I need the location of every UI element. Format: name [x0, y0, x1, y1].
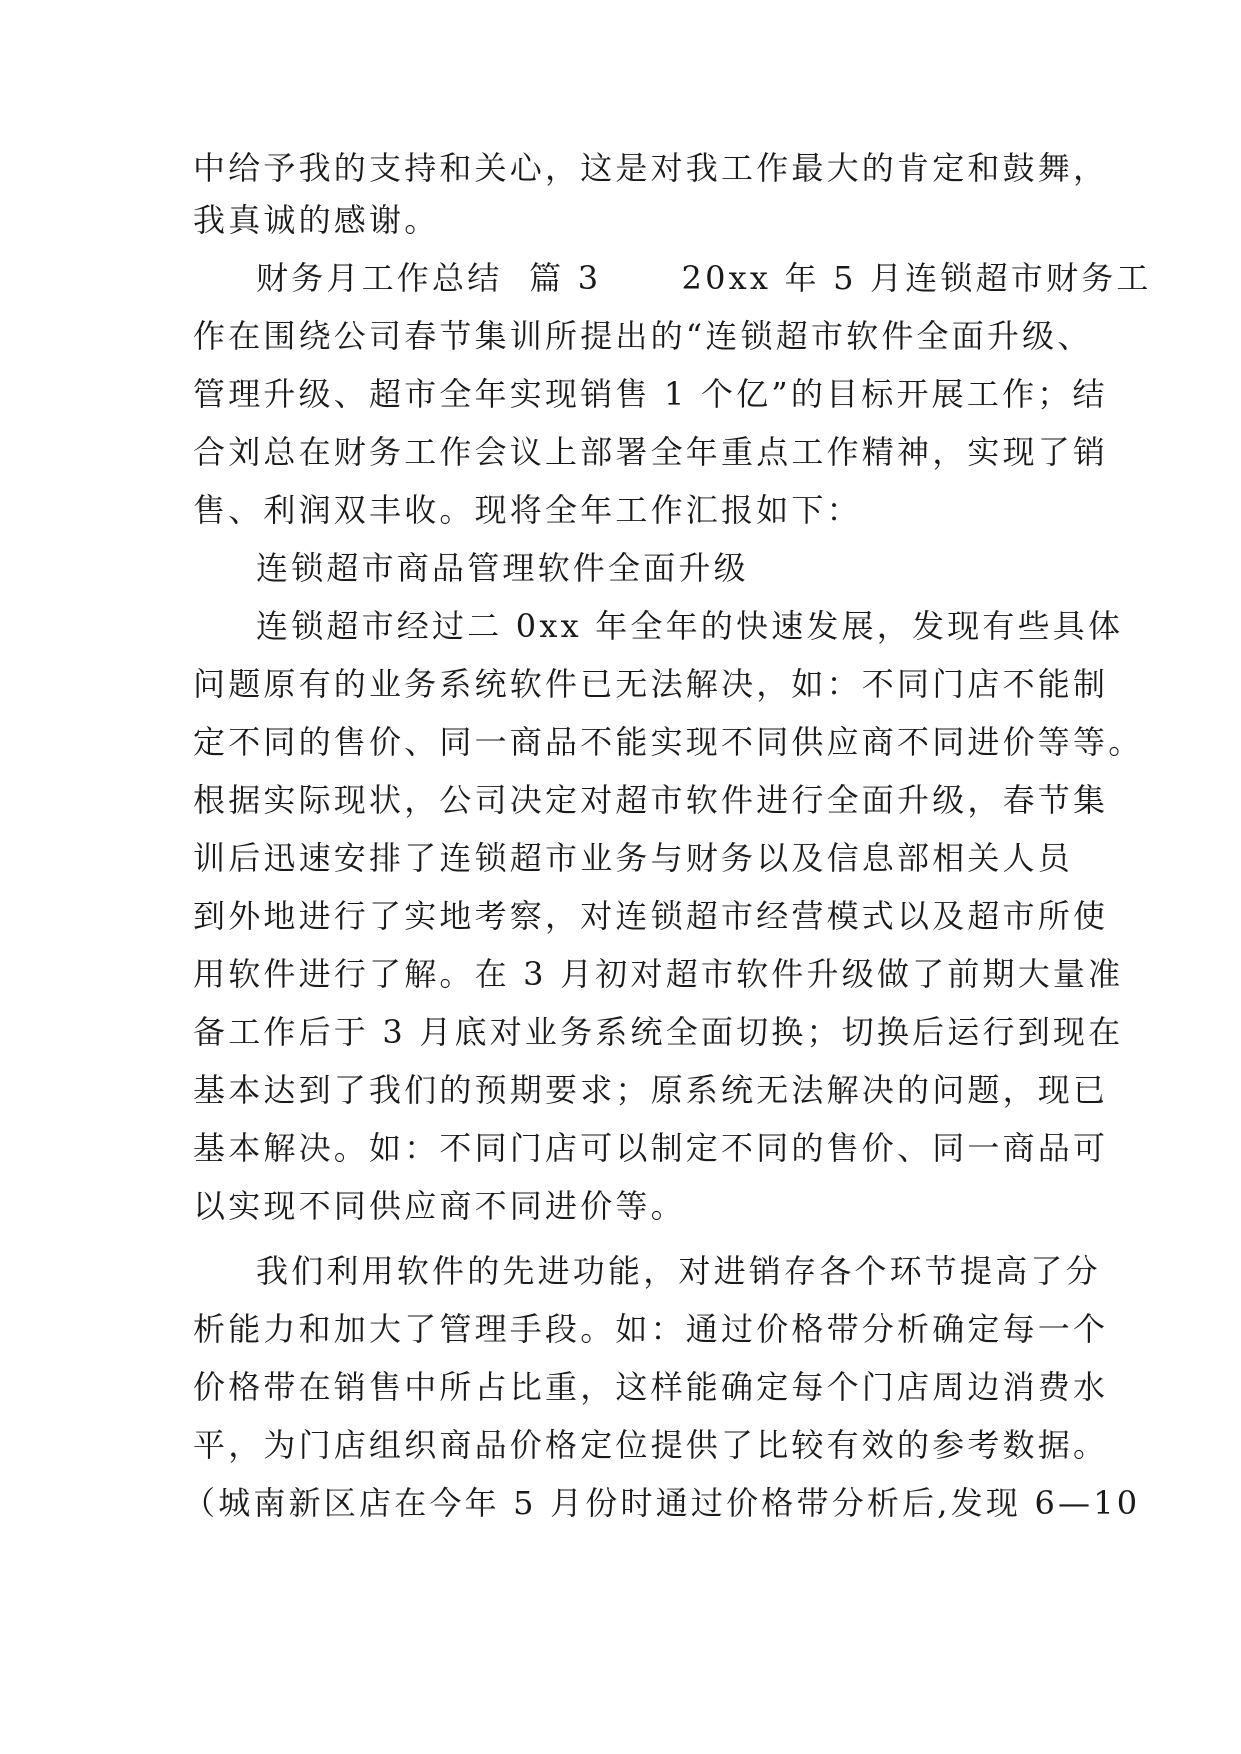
text-line: 售、利润双丰收。现将全年工作汇报如下： — [193, 491, 862, 529]
text-line: （城南新区店在今年 5 月份时通过价格带分析后,发现 6—10 — [183, 1484, 1141, 1522]
text-line: 以实现不同供应商不同进价等。 — [193, 1187, 686, 1225]
text-line: 合刘总在财务工作会议上部署全年重点工作精神，实现了销 — [193, 433, 1109, 471]
text-line: 我真诚的感谢。 — [193, 201, 440, 239]
text-line: 基本解决。如：不同门店可以制定不同的售价、同一商品可 — [193, 1129, 1109, 1167]
text-line: 到外地进行了实地考察，对连锁超市经营模式以及超市所使 — [193, 897, 1109, 935]
subheading-line: 连锁超市商品管理软件全面升级 — [256, 549, 749, 587]
text-line: 训后迅速安排了连锁超市业务与财务以及信息部相关人员 — [193, 839, 1074, 877]
text-line: 管理升级、超市全年实现销售 1 个亿”的目标开展工作；结 — [193, 375, 1108, 413]
text-line: 问题原有的业务系统软件已无法解决，如：不同门店不能制 — [193, 665, 1109, 703]
text-line: 连锁超市经过二 0xx 年全年的快速发展，发现有些具体 — [256, 607, 1124, 645]
text-line: 析能力和加大了管理手段。如：通过价格带分析确定每一个 — [193, 1310, 1109, 1348]
text-line: 定不同的售价、同一商品不能实现不同供应商不同进价等等。 — [193, 723, 1144, 761]
section-heading-line: 财务月工作总结 篇 3 20xx 年 5 月连锁超市财务工 — [256, 259, 1152, 297]
text-line: 作在围绕公司春节集训所提出的“连锁超市软件全面升级、 — [193, 317, 1093, 355]
text-line: 价格带在销售中所占比重，这样能确定每个门店周边消费水 — [193, 1368, 1109, 1406]
text-line: 我们利用软件的先进功能，对进销存各个环节提高了分 — [256, 1252, 1101, 1290]
text-line: 中给予我的支持和关心，这是对我工作最大的肯定和鼓舞， — [193, 149, 1109, 187]
text-line: 基本达到了我们的预期要求；原系统无法解决的问题，现已 — [193, 1071, 1109, 1109]
text-line: 用软件进行了解。在 3 月初对超市软件升级做了前期大量准 — [193, 955, 1124, 993]
text-line: 根据实际现状，公司决定对超市软件进行全面升级，春节集 — [193, 781, 1109, 819]
text-line: 备工作后于 3 月底对业务系统全面切换；切换后运行到现在 — [193, 1013, 1124, 1051]
text-line: 平，为门店组织商品价格定位提供了比较有效的参考数据。 — [193, 1426, 1109, 1464]
